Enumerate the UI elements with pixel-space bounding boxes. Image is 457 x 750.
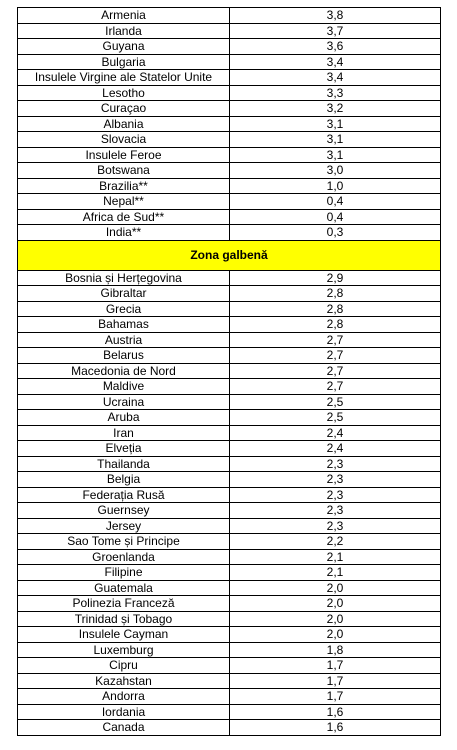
- country-cell: Polinezia Franceză: [18, 596, 230, 612]
- table-row: [18, 642, 441, 658]
- table-row: [18, 441, 441, 457]
- value-cell: 3,1: [230, 147, 441, 163]
- country-cell: Thailanda: [18, 456, 230, 472]
- value-cell: 2,1: [230, 549, 441, 565]
- value-cell: 3,0: [230, 163, 441, 179]
- country-cell: Macedonia de Nord: [18, 363, 230, 379]
- value-cell: 1,7: [230, 689, 441, 705]
- country-cell: Botswana: [18, 163, 230, 179]
- table-row: [18, 534, 441, 550]
- value-cell: 0,4: [230, 194, 441, 210]
- table-row: [18, 23, 441, 39]
- value-cell: 2,0: [230, 596, 441, 612]
- table-row: [18, 658, 441, 674]
- table-row: [18, 363, 441, 379]
- country-cell: Aruba: [18, 410, 230, 426]
- country-cell: Filipine: [18, 565, 230, 581]
- country-cell: Kazahstan: [18, 673, 230, 689]
- country-cell: Maldive: [18, 379, 230, 395]
- country-cell: Gibraltar: [18, 286, 230, 302]
- country-cell: Luxemburg: [18, 642, 230, 658]
- table-row: [18, 8, 441, 24]
- value-cell: 2,2: [230, 534, 441, 550]
- table-row: [18, 456, 441, 472]
- table-row: [18, 720, 441, 736]
- table-row: [18, 627, 441, 643]
- value-cell: 2,5: [230, 394, 441, 410]
- country-cell: Ucraina: [18, 394, 230, 410]
- value-cell: 2,8: [230, 301, 441, 317]
- country-cell: Brazilia**: [18, 178, 230, 194]
- country-cell: Trinidad și Tobago: [18, 611, 230, 627]
- table-row: [18, 270, 441, 286]
- table-row: [18, 286, 441, 302]
- value-cell: 2,7: [230, 332, 441, 348]
- table-row: [18, 487, 441, 503]
- value-cell: 3,4: [230, 70, 441, 86]
- country-cell: Lesotho: [18, 85, 230, 101]
- table-row: [18, 518, 441, 534]
- value-cell: 1,0: [230, 178, 441, 194]
- country-cell: Curaçao: [18, 101, 230, 117]
- value-cell: 3,2: [230, 101, 441, 117]
- value-cell: 2,7: [230, 379, 441, 395]
- country-cell: Iordania: [18, 704, 230, 720]
- table-row: [18, 565, 441, 581]
- table-row: [18, 410, 441, 426]
- table-row: [18, 101, 441, 117]
- country-cell: Belgia: [18, 472, 230, 488]
- country-cell: Insulele Cayman: [18, 627, 230, 643]
- country-cell: Canada: [18, 720, 230, 736]
- value-cell: 2,4: [230, 425, 441, 441]
- table-row: [18, 178, 441, 194]
- table-row: [18, 301, 441, 317]
- country-cell: Bahamas: [18, 317, 230, 333]
- country-cell: Insulele Virgine ale Statelor Unite: [18, 70, 230, 86]
- value-cell: 3,3: [230, 85, 441, 101]
- table-row: [18, 132, 441, 148]
- value-cell: 2,9: [230, 270, 441, 286]
- table-row: [18, 116, 441, 132]
- value-cell: 1,7: [230, 673, 441, 689]
- table-row: [18, 611, 441, 627]
- country-cell: Iran: [18, 425, 230, 441]
- country-cell: Bosnia și Herțegovina: [18, 270, 230, 286]
- table-row: [18, 163, 441, 179]
- country-cell: Bulgaria: [18, 54, 230, 70]
- country-cell: Irlanda: [18, 23, 230, 39]
- country-cell: Belarus: [18, 348, 230, 364]
- country-cell: Elveția: [18, 441, 230, 457]
- value-cell: 2,0: [230, 627, 441, 643]
- value-cell: 0,4: [230, 209, 441, 225]
- value-cell: 2,7: [230, 363, 441, 379]
- value-cell: 2,0: [230, 611, 441, 627]
- country-cell: Andorra: [18, 689, 230, 705]
- value-cell: 2,8: [230, 286, 441, 302]
- table-row: [18, 704, 441, 720]
- country-cell: Nepal**: [18, 194, 230, 210]
- value-cell: 1,7: [230, 658, 441, 674]
- table-row: [18, 596, 441, 612]
- value-cell: 2,8: [230, 317, 441, 333]
- value-cell: 3,4: [230, 54, 441, 70]
- table-row: [18, 317, 441, 333]
- table-row: [18, 225, 441, 241]
- table-row: [18, 472, 441, 488]
- country-cell: Africa de Sud**: [18, 209, 230, 225]
- country-cell: Insulele Feroe: [18, 147, 230, 163]
- country-cell: Grecia: [18, 301, 230, 317]
- table-row: [18, 147, 441, 163]
- table-row: [18, 348, 441, 364]
- table-row: [18, 209, 441, 225]
- country-cell: Austria: [18, 332, 230, 348]
- country-cell: Armenia: [18, 8, 230, 24]
- country-cell: Guyana: [18, 39, 230, 55]
- value-cell: 2,3: [230, 472, 441, 488]
- country-cell: Albania: [18, 116, 230, 132]
- country-cell: Sao Tome și Principe: [18, 534, 230, 550]
- table-row: [18, 70, 441, 86]
- table-row: [18, 394, 441, 410]
- table-row: [18, 503, 441, 519]
- value-cell: 2,3: [230, 456, 441, 472]
- country-cell: Slovacia: [18, 132, 230, 148]
- value-cell: 0,3: [230, 225, 441, 241]
- table-row: [18, 673, 441, 689]
- table-row: [18, 332, 441, 348]
- value-cell: 2,0: [230, 580, 441, 596]
- country-cell: Groenlanda: [18, 549, 230, 565]
- table-row: [18, 425, 441, 441]
- zone-header-label: Zona galbenă: [18, 240, 441, 270]
- zone-header-row: [18, 240, 441, 270]
- table-row: [18, 39, 441, 55]
- value-cell: 2,3: [230, 487, 441, 503]
- country-cell: Guatemala: [18, 580, 230, 596]
- table-body: [18, 8, 441, 736]
- table-row: [18, 85, 441, 101]
- table-row: [18, 580, 441, 596]
- value-cell: 2,3: [230, 503, 441, 519]
- value-cell: 2,1: [230, 565, 441, 581]
- table-row: [18, 379, 441, 395]
- value-cell: 1,6: [230, 720, 441, 736]
- country-rate-table: [17, 7, 441, 736]
- table-row: [18, 549, 441, 565]
- value-cell: 2,7: [230, 348, 441, 364]
- table-row: [18, 194, 441, 210]
- country-cell: Cipru: [18, 658, 230, 674]
- country-cell: Guernsey: [18, 503, 230, 519]
- table-row: [18, 54, 441, 70]
- value-cell: 3,8: [230, 8, 441, 24]
- value-cell: 1,8: [230, 642, 441, 658]
- value-cell: 1,6: [230, 704, 441, 720]
- value-cell: 3,6: [230, 39, 441, 55]
- value-cell: 3,1: [230, 132, 441, 148]
- value-cell: 2,3: [230, 518, 441, 534]
- country-cell: Jersey: [18, 518, 230, 534]
- country-cell: India**: [18, 225, 230, 241]
- country-cell: Federația Rusă: [18, 487, 230, 503]
- value-cell: 2,5: [230, 410, 441, 426]
- value-cell: 3,7: [230, 23, 441, 39]
- table-row: [18, 689, 441, 705]
- value-cell: 2,4: [230, 441, 441, 457]
- value-cell: 3,1: [230, 116, 441, 132]
